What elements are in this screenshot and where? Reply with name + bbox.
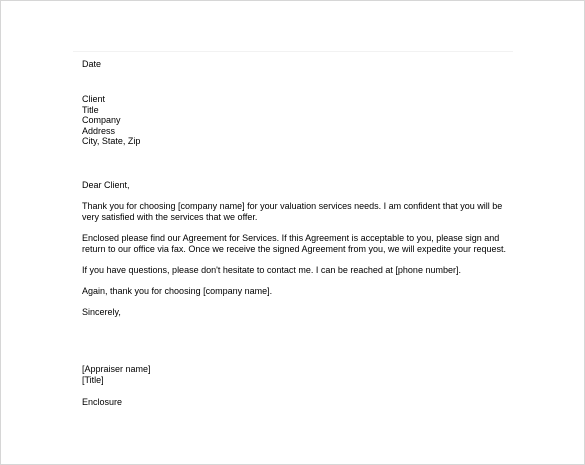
- recipient-address-line: Address: [82, 125, 116, 136]
- recipient-title: Title: [82, 104, 99, 115]
- paragraph-line: Thank you for choosing [company name] for your valuation services needs. I am confident that you will be: [82, 201, 503, 211]
- closing: [82, 307, 512, 318]
- body-paragraph-3: [82, 265, 512, 276]
- date-line: [82, 59, 512, 70]
- date-text: Date: [82, 59, 102, 69]
- recipient-company: Company: [82, 115, 121, 125]
- recipient-name: Client: [82, 94, 106, 104]
- recipient-address: [82, 94, 512, 147]
- signature-block: [82, 364, 512, 385]
- salutation: [82, 180, 512, 191]
- paragraph-line: If you have questions, please don't hesitate to contact me. I can be reached at [phone number].: [82, 265, 461, 275]
- signer-name: [Appraiser name]: [82, 364, 151, 374]
- paragraph-line: very satisfied with the services that we offer.: [82, 211, 258, 222]
- paragraph-line: return to our office via fax. Once we receive the signed Agreement from you, we will expedite your request.: [82, 243, 507, 254]
- header-divider: [73, 51, 513, 52]
- body-paragraph-2: [82, 233, 512, 254]
- paragraph-line: Again, thank you for choosing [company name].: [82, 286, 273, 296]
- recipient-city-state-zip: City, State, Zip: [82, 136, 141, 146]
- salutation-text: Dear Client,: [82, 180, 130, 190]
- enclosure-note: [82, 397, 512, 408]
- body-paragraph-4: [82, 286, 512, 297]
- enclosure-text: Enclosure: [82, 397, 123, 407]
- paragraph-line: Enclosed please find our Agreement for Services. If this Agreement is acceptable to you, please sign and: [82, 233, 500, 243]
- closing-text: Sincerely,: [82, 307, 121, 317]
- signer-title: [Title]: [82, 374, 104, 385]
- body-paragraph-1: [82, 201, 512, 222]
